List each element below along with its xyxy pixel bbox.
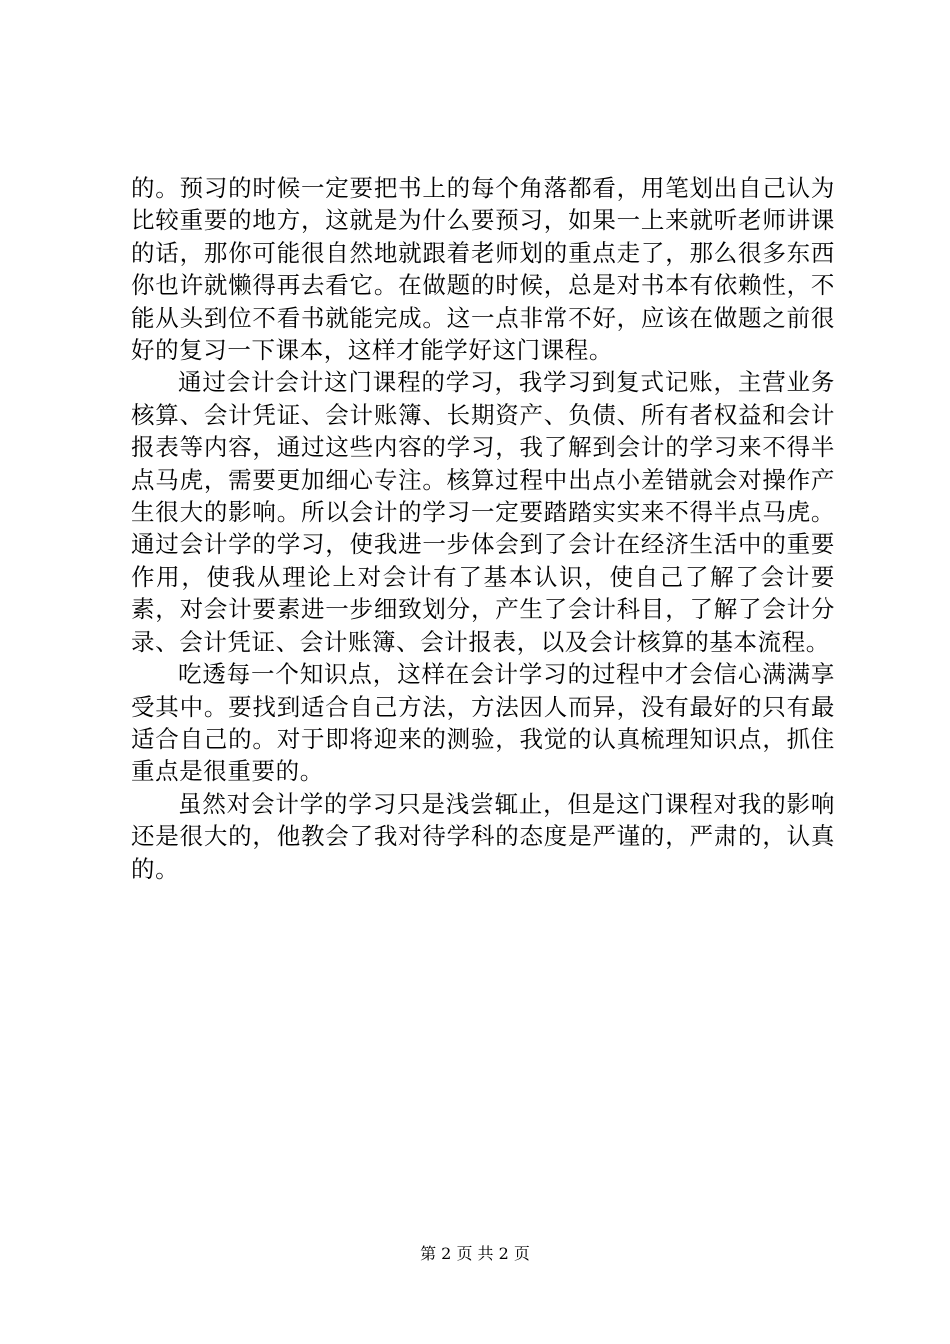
page-footer: 第 2 页 共 2 页 bbox=[420, 1244, 530, 1263]
paragraph-3: 吃透每一个知识点，这样在会计学习的过程中才会信心满满享受其中。要找到适合自己方法，方法因人而异，没有最好的只有最适合自己的。对于即将迎来的测验，我觉的认真梳理知识点，抓住重点是很重要的。 bbox=[131, 660, 835, 786]
paragraph-1: 的。预习的时候一定要把书上的每个角落都看，用笔划出自己认为比较重要的地方，这就是为什么要预习，如果一上来就听老师讲课的话，那你可能很自然地就跟着老师划的重点走了，那么很多东西你也许就懒得再去看它。在做题的时候，总是对书本有依赖性，不能从头到位不看书就能完成。这一点非常不好，应该在做题之前很好的复习一下课本，这样才能学好这门课程。 bbox=[131, 174, 835, 365]
paragraph-4: 虽然对会计学的学习只是浅尝辄止，但是这门课程对我的影响还是很大的，他教会了我对待学科的态度是严谨的，严肃的，认真的。 bbox=[131, 789, 835, 883]
document-body bbox=[131, 172, 835, 885]
paragraph-2: 通过会计会计这门课程的学习，我学习到复式记账，主营业务核算、会计凭证、会计账簿、长期资产、负债、所有者权益和会计报表等内容，通过这些内容的学习，我了解到会计的学习来不得半点马虎，需要更加细心专注。核算过程中出点小差错就会对操作产生很大的影响。所以会计的学习一定要踏踏实实来不得半点马虎。通过会计学的学习，使我进一步体会到了会计在经济生活中的重要作用，使我从理论上对会计有了基本认识，使自己了解了会计要素，对会计要素进一步细致划分，产生了会计科目，了解了会计分录、会计凭证、会计账簿、会计报表，以及会计核算的基本流程。 bbox=[131, 368, 835, 656]
